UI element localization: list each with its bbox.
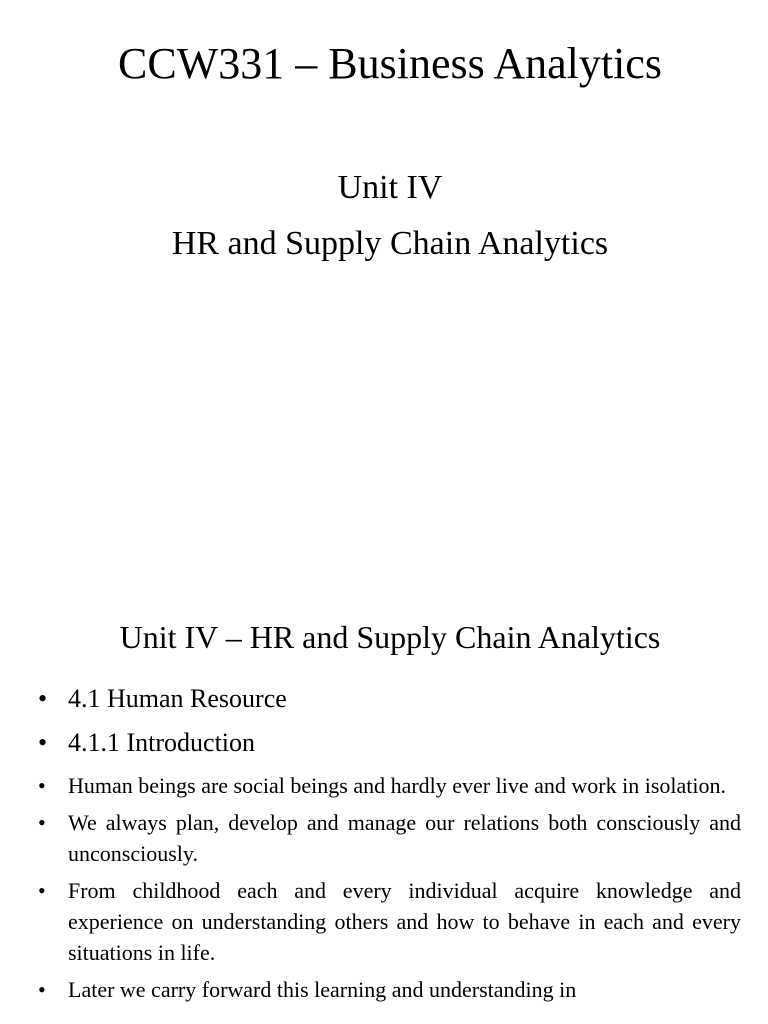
unit-subtitle: HR and Supply Chain Analytics	[171, 225, 609, 262]
bullet-item	[38, 682, 741, 716]
bullet-text: From childhood each and every individual acquire knowledge and experience on understanding others and how to behave in each and every situations in life.	[68, 878, 741, 965]
bullet-icon: •	[38, 728, 48, 757]
bullet-icon: •	[38, 878, 46, 903]
bullet-item	[38, 974, 741, 1005]
bullet-icon: •	[38, 810, 46, 835]
bullet-text: 4.1.1 Introduction	[68, 728, 256, 757]
bullet-text: Human beings are social beings and hardly ever live and work in isolation.	[68, 773, 726, 798]
bullet-item	[38, 875, 741, 968]
bullet-icon: •	[38, 977, 46, 1002]
bullet-text: Later we carry forward this learning and understanding in	[68, 977, 577, 1002]
bullet-item	[38, 807, 741, 869]
bullet-item	[38, 770, 741, 801]
bullet-list	[38, 682, 741, 1011]
bullet-text: We always plan, develop and manage our relations both consciously and unconsciously.	[68, 810, 741, 866]
bullet-item	[38, 726, 741, 760]
course-title: CCW331 – Business Analytics	[118, 39, 662, 88]
bullet-icon: •	[38, 684, 48, 713]
slide-title: Unit IV – HR and Supply Chain Analytics	[119, 619, 661, 655]
bullet-icon: •	[38, 773, 46, 798]
bullet-text: 4.1 Human Resource	[68, 684, 287, 713]
unit-label: Unit IV	[337, 169, 443, 206]
